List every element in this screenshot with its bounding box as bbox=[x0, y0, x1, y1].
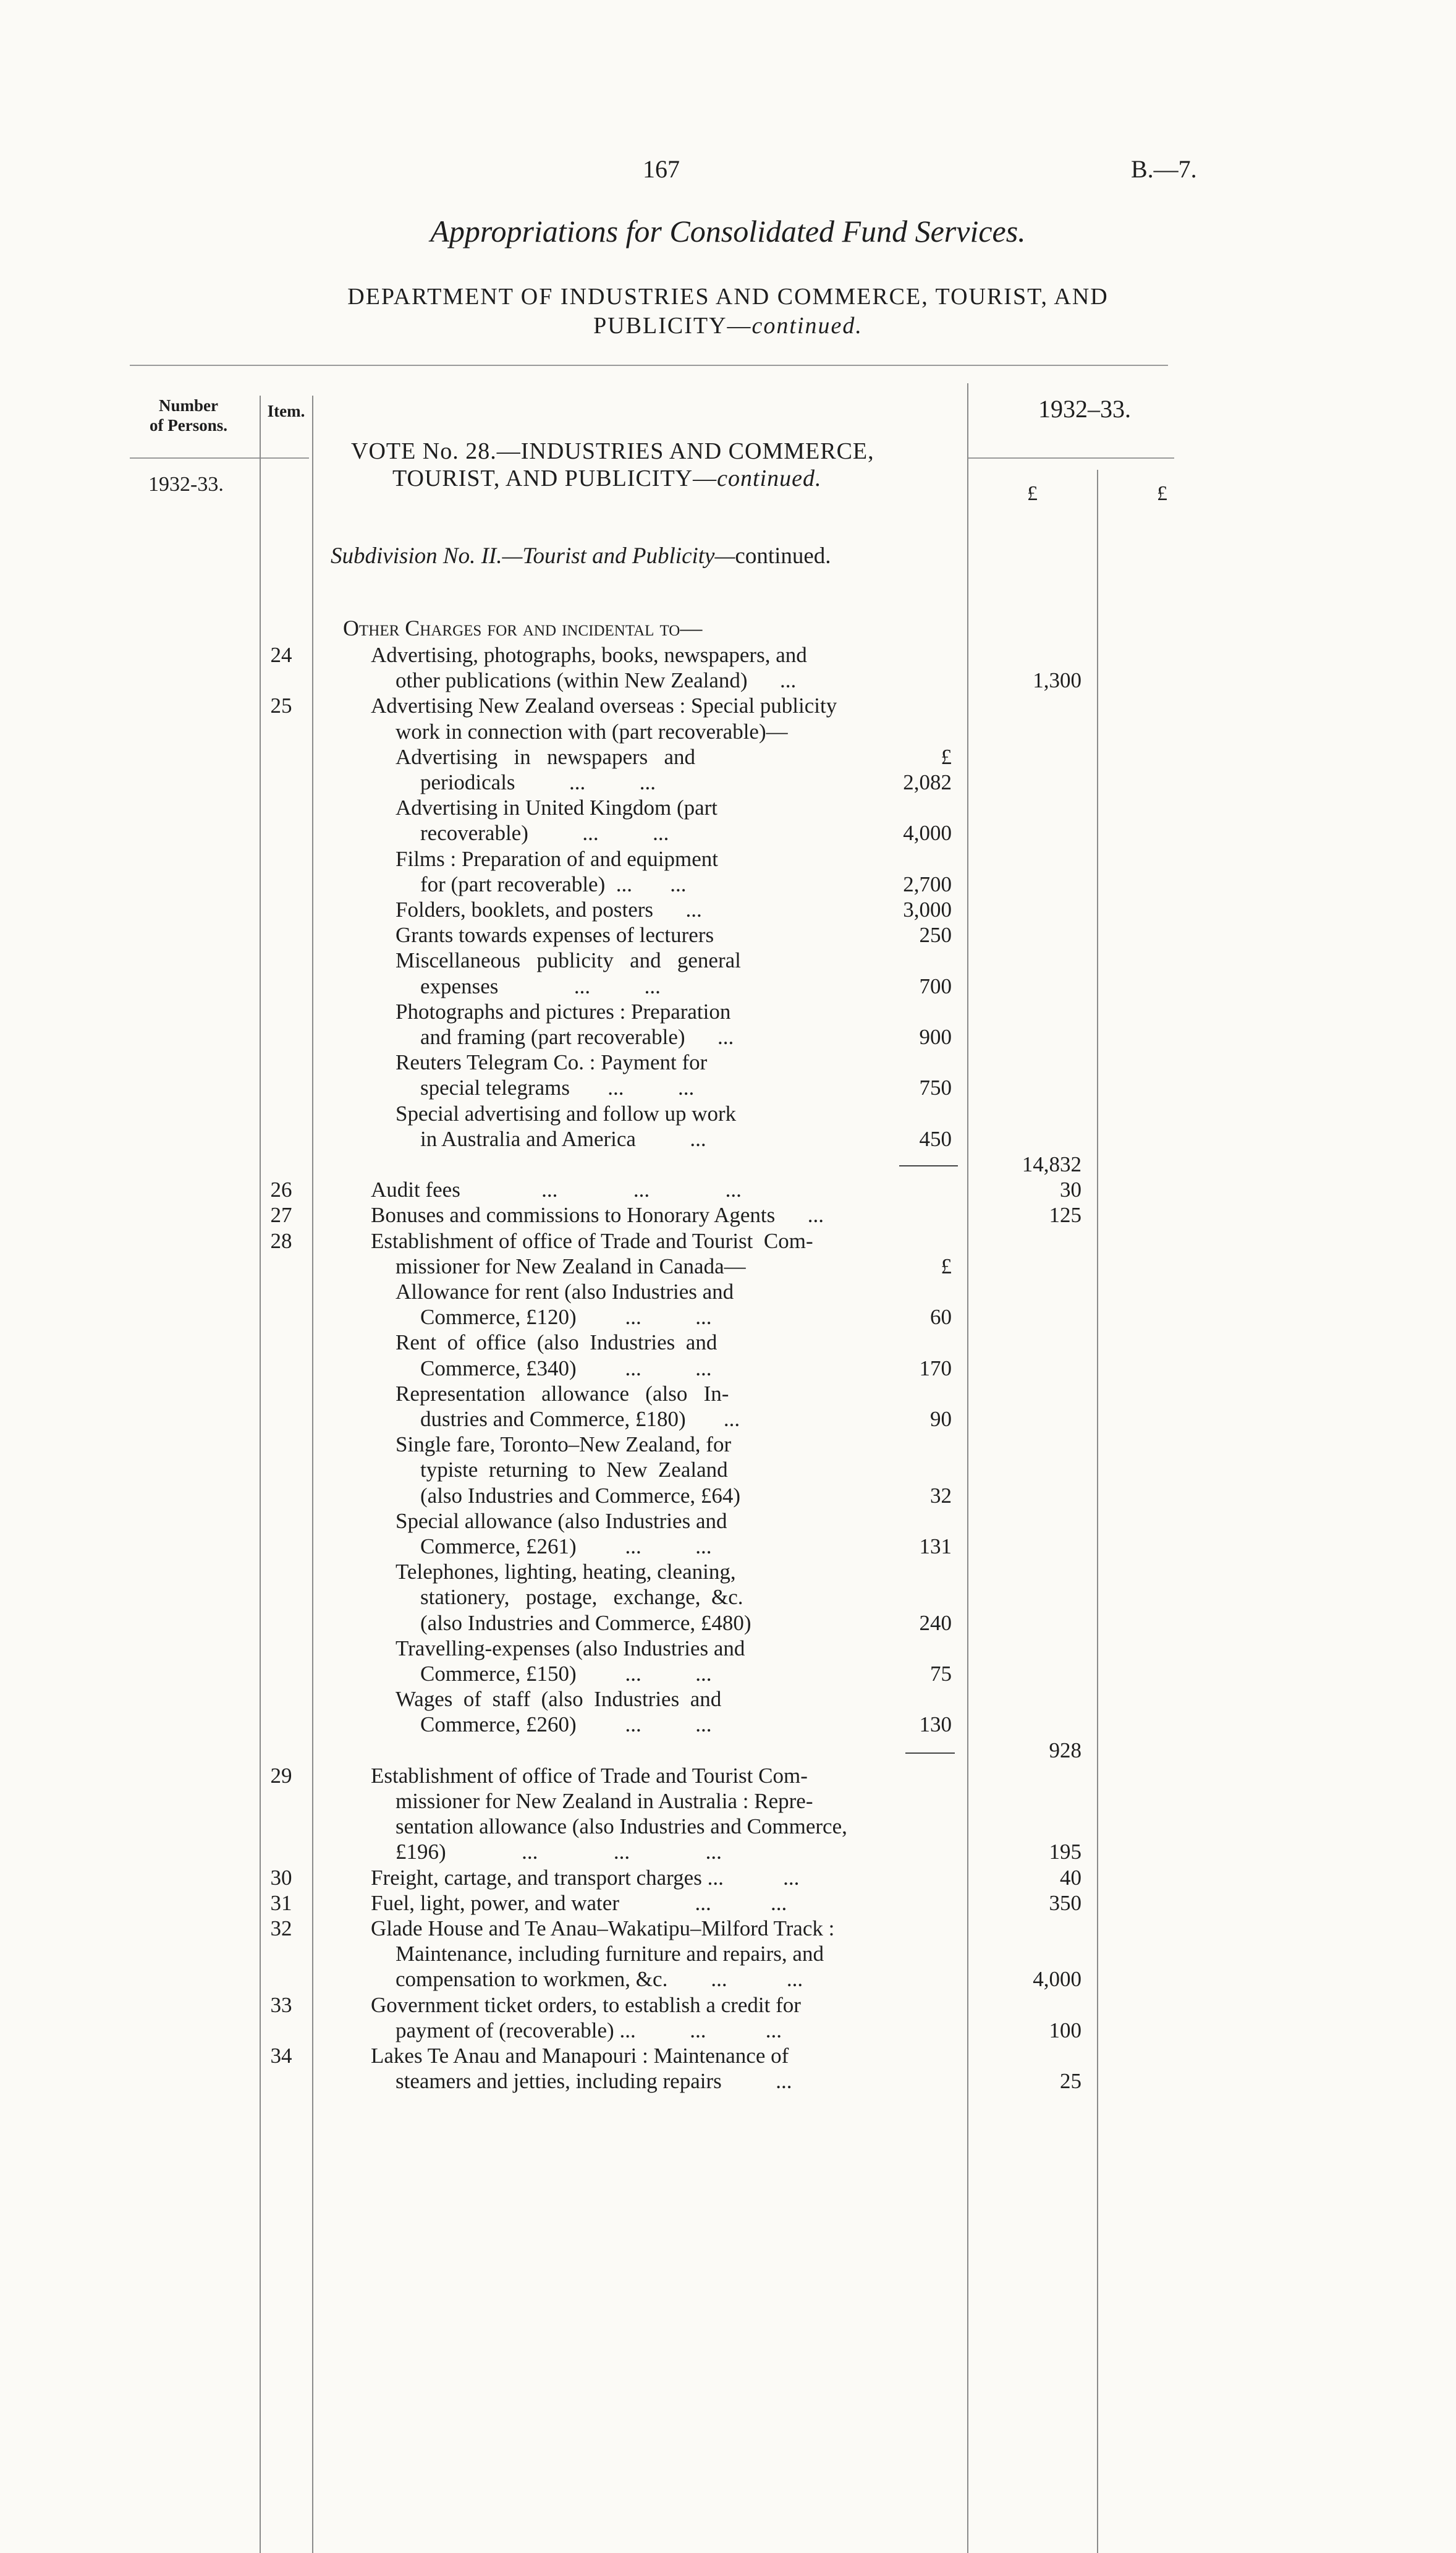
line-text: Rent of office (also Industries and bbox=[396, 1330, 717, 1354]
line-text: other publications (within New Zealand) ... bbox=[396, 668, 797, 692]
sub-amount: 75 bbox=[930, 1662, 952, 1686]
pound-header-1: £ bbox=[1027, 482, 1038, 505]
line-text: Advertising, photographs, books, newspapers, and bbox=[371, 643, 807, 667]
sub-amount: 4,000 bbox=[903, 821, 952, 845]
item-number: 33 bbox=[270, 1993, 292, 2017]
line-text: Advertising in newspapers and bbox=[396, 745, 696, 769]
total-amount: 125 bbox=[1049, 1203, 1081, 1227]
line-text: Reuters Telegram Co. : Payment for bbox=[396, 1050, 708, 1074]
item-number: 27 bbox=[270, 1203, 292, 1227]
line-text: £196) ... ... ... bbox=[396, 1840, 722, 1864]
total-amount: 100 bbox=[1049, 2018, 1081, 2042]
department-heading-main: PUBLICITY— bbox=[593, 313, 752, 339]
line-text: Photographs and pictures : Preparation bbox=[396, 1000, 731, 1024]
sub-amount: £ bbox=[941, 1254, 952, 1278]
line-text: Freight, cartage, and transport charges ... ... bbox=[371, 1866, 800, 1890]
sub-amount: 3,000 bbox=[903, 898, 952, 922]
item-number: 30 bbox=[270, 1866, 292, 1890]
line-text: Advertising in United Kingdom (part bbox=[396, 796, 718, 820]
subtotal-rule-item-25 bbox=[899, 1165, 958, 1166]
line-text: recoverable) ... ... bbox=[420, 821, 669, 845]
item-number: 24 bbox=[270, 643, 292, 667]
line-text: Miscellaneous publicity and general bbox=[396, 948, 741, 972]
sub-amount: 60 bbox=[930, 1305, 952, 1329]
line-text: Establishment of office of Trade and Tourist Com- bbox=[371, 1764, 808, 1788]
item-number: 25 bbox=[270, 694, 292, 718]
line-text: Telephones, lighting, heating, cleaning, bbox=[396, 1560, 736, 1584]
item-column-header: Item. bbox=[267, 402, 305, 420]
line-text: sentation allowance (also Industries and Commerce, bbox=[396, 1814, 847, 1838]
total-amount: 25 bbox=[1060, 2069, 1081, 2093]
line-text: payment of (recoverable) ... ... ... bbox=[396, 2018, 782, 2042]
line-text: missioner for New Zealand in Canada— bbox=[396, 1254, 746, 1278]
line-text: periodicals ... ... bbox=[420, 770, 656, 794]
sub-amount: 750 bbox=[919, 1076, 952, 1100]
pound-header-2: £ bbox=[1157, 482, 1167, 505]
item-number: 32 bbox=[270, 1916, 292, 1940]
sub-amount: 2,082 bbox=[903, 770, 952, 794]
item-number: 26 bbox=[270, 1178, 292, 1202]
year-header-rule bbox=[967, 457, 1174, 459]
subdivision-title: Subdivision No. II.—Tourist and Publicity— bbox=[331, 543, 735, 569]
line-text: Representation allowance (also In- bbox=[396, 1382, 729, 1406]
sub-amount: 450 bbox=[919, 1127, 952, 1151]
item-number: 29 bbox=[270, 1764, 292, 1788]
sub-amount: 250 bbox=[919, 923, 952, 947]
line-text: special telegrams ... ... bbox=[420, 1076, 695, 1100]
line-text: Advertising New Zealand overseas : Special publicity bbox=[371, 694, 837, 718]
item-number: 34 bbox=[270, 2044, 292, 2068]
item-number: 28 bbox=[270, 1229, 292, 1253]
line-text: Fuel, light, power, and water ... ... bbox=[371, 1891, 787, 1915]
sub-amount: 240 bbox=[919, 1611, 952, 1635]
vote-heading-line1: VOTE No. 28.—INDUSTRIES AND COMMERCE, bbox=[351, 438, 874, 464]
line-text: work in connection with (part recoverable)— bbox=[396, 720, 788, 744]
line-text: Special allowance (also Industries and bbox=[396, 1509, 727, 1533]
line-text: Establishment of office of Trade and Tourist Com- bbox=[371, 1229, 813, 1253]
department-heading-continued: continued. bbox=[751, 313, 863, 339]
persons-column-header bbox=[127, 396, 250, 435]
subdivision-heading bbox=[331, 543, 831, 569]
line-text: Folders, booklets, and posters ... bbox=[396, 898, 702, 922]
sub-amount: 131 bbox=[919, 1534, 952, 1558]
sub-amount: 130 bbox=[919, 1712, 952, 1736]
persons-column-rule bbox=[260, 396, 261, 2553]
sub-amount: £ bbox=[941, 745, 952, 769]
line-text: Travelling-expenses (also Industries and bbox=[396, 1636, 745, 1660]
line-text: Allowance for rent (also Industries and bbox=[396, 1280, 734, 1304]
item-number: 31 bbox=[270, 1891, 292, 1915]
sub-amount: 32 bbox=[930, 1484, 952, 1508]
line-text: typiste returning to New Zealand bbox=[420, 1458, 728, 1482]
line-text: Commerce, £261) ... ... bbox=[420, 1534, 712, 1558]
year-column-header: 1932–33. bbox=[1038, 395, 1131, 423]
page-number: 167 bbox=[643, 155, 680, 183]
line-text: steamers and jetties, including repairs ... bbox=[396, 2069, 792, 2093]
vote-heading-continued: continued. bbox=[717, 465, 822, 491]
line-text: Commerce, £120) ... ... bbox=[420, 1305, 712, 1329]
amount-column-rule bbox=[1097, 470, 1098, 2553]
total-amount: 14,832 bbox=[1022, 1152, 1081, 1176]
line-text: and framing (part recoverable) ... bbox=[420, 1025, 734, 1049]
department-heading-line1: DEPARTMENT OF INDUSTRIES AND COMMERCE, TOURIST, AND bbox=[347, 284, 1109, 310]
total-amount: 1,300 bbox=[1033, 668, 1081, 692]
line-text: dustries and Commerce, £180) ... bbox=[420, 1407, 740, 1431]
total-amount: 350 bbox=[1049, 1891, 1081, 1915]
line-text: Lakes Te Anau and Manapouri : Maintenance of bbox=[371, 2044, 789, 2068]
subdivision-continued: continued. bbox=[735, 543, 831, 569]
total-amount: 40 bbox=[1060, 1866, 1081, 1890]
subtotal-rule-item-28 bbox=[905, 1752, 955, 1754]
vote-heading-line2 bbox=[392, 465, 821, 492]
item-column-rule bbox=[312, 396, 313, 2553]
line-text: compensation to workmen, &c. ... ... bbox=[396, 1967, 803, 1991]
persons-header-line1: Number bbox=[159, 396, 218, 415]
line-text: (also Industries and Commerce, £64) bbox=[420, 1484, 741, 1508]
line-text: Commerce, £340) ... ... bbox=[420, 1356, 712, 1380]
vote-heading-main: TOURIST, AND PUBLICITY— bbox=[392, 465, 717, 491]
line-text: Wages of staff (also Industries and bbox=[396, 1687, 722, 1711]
total-amount: 4,000 bbox=[1033, 1967, 1081, 1991]
sub-amount: 2,700 bbox=[903, 872, 952, 896]
persons-header-rule bbox=[130, 457, 309, 459]
sub-amount: 90 bbox=[930, 1407, 952, 1431]
line-text: Commerce, £260) ... ... bbox=[420, 1712, 712, 1736]
persons-year-label: 1932-33. bbox=[148, 473, 224, 496]
total-amount: 195 bbox=[1049, 1840, 1081, 1864]
line-text: Special advertising and follow up work bbox=[396, 1102, 737, 1126]
line-text: Commerce, £150) ... ... bbox=[420, 1662, 712, 1686]
line-text: for (part recoverable) ... ... bbox=[420, 872, 687, 896]
document-reference: B.—7. bbox=[1131, 155, 1197, 183]
sub-amount: 170 bbox=[919, 1356, 952, 1380]
line-text: in Australia and America ... bbox=[420, 1127, 706, 1151]
department-heading-line2 bbox=[0, 312, 1456, 339]
line-text: expenses ... ... bbox=[420, 974, 661, 998]
line-text: Grants towards expenses of lecturers bbox=[396, 923, 714, 947]
total-amount: 30 bbox=[1060, 1178, 1081, 1202]
line-text: Single fare, Toronto–New Zealand, for bbox=[396, 1432, 732, 1456]
line-text: Maintenance, including furniture and repairs, and bbox=[396, 1942, 824, 1966]
line-text: (also Industries and Commerce, £480) bbox=[420, 1611, 751, 1635]
persons-header-line2: of Persons. bbox=[150, 416, 227, 435]
line-text: Audit fees ... ... ... bbox=[371, 1178, 742, 1202]
sub-amount: 900 bbox=[919, 1025, 952, 1049]
line-text: missioner for New Zealand in Australia : Repre- bbox=[396, 1789, 813, 1813]
line-text: stationery, postage, exchange, &c. bbox=[420, 1585, 743, 1609]
page-title: Appropriations for Consolidated Fund Services. bbox=[430, 214, 1026, 249]
total-amount: 928 bbox=[1049, 1738, 1081, 1762]
line-text: Glade House and Te Anau–Wakatipu–Milford Track : bbox=[371, 1916, 835, 1940]
description-column-rule bbox=[967, 383, 968, 2553]
line-text: Government ticket orders, to establish a credit for bbox=[371, 1993, 801, 2017]
section-heading: Other Charges for and incidental to— bbox=[343, 616, 703, 640]
line-text: Bonuses and commissions to Honorary Agents ... bbox=[371, 1203, 824, 1227]
line-text: Films : Preparation of and equipment bbox=[396, 847, 718, 871]
table-top-rule bbox=[130, 365, 1168, 366]
sub-amount: 700 bbox=[919, 974, 952, 998]
